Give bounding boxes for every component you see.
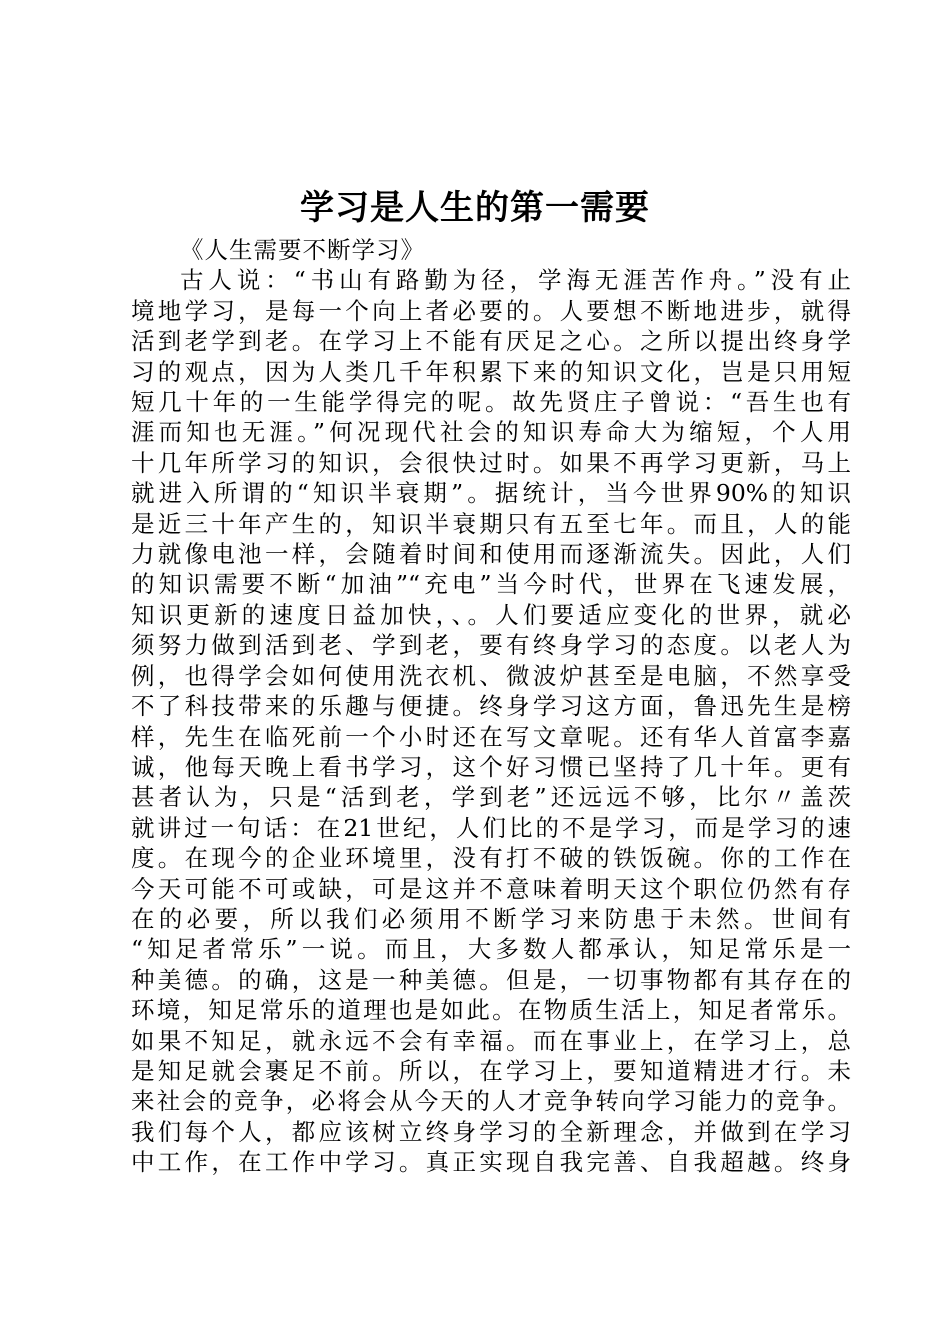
- document-body: [131, 235, 851, 1178]
- text-line: 今天可能不可或缺，可是这并不意味着明天这个职位仍然有存: [131, 874, 851, 903]
- text-line: 例，也得学会如何使用洗衣机、微波炉甚至是电脑，不然享受: [131, 661, 851, 690]
- text-line: 短几十年的一生能学得完的呢。故先贤庄子曾说：“吾生也有: [131, 388, 851, 417]
- text-line: “知足者常乐”一说。而且，大多数人都承认，知足常乐是一: [131, 935, 851, 964]
- paragraph: [131, 265, 851, 1177]
- text-line: 就讲过一句话：在21世纪，人们比的不是学习，而是学习的速: [131, 813, 851, 842]
- text-line: 力就像电池一样，会随着时间和使用而逐渐流失。因此，人们: [131, 540, 851, 569]
- text-line: 种美德。的确，这是一种美德。但是，一切事物都有其存在的: [131, 965, 851, 994]
- text-line: 是知足就会裹足不前。所以，在学习上，要知道精进才行。未: [131, 1056, 851, 1085]
- text-line: 甚者认为，只是“活到老，学到老”还远远不够，比尔〃盖茨: [131, 783, 851, 812]
- text-line: 涯而知也无涯。”何况现代社会的知识寿命大为缩短，个人用: [131, 418, 851, 447]
- text-line: 环境，知足常乐的道理也是如此。在物质生活上，知足者常乐。: [131, 996, 851, 1025]
- text-line: 须努力做到活到老、学到老，要有终身学习的态度。以老人为: [131, 631, 851, 660]
- text-line: 习的观点，因为人类几千年积累下来的知识文化，岂是只用短: [131, 357, 851, 386]
- text-line: 古人说：“书山有路勤为径，学海无涯苦作舟。”没有止: [180, 266, 851, 295]
- text-line: 就进入所谓的“知识半衰期”。据统计，当今世界90%的知识: [131, 479, 851, 508]
- text-line: 的知识需要不断“加油”“充电”当今时代，世界在飞速发展，: [131, 570, 851, 599]
- text-line: 我们每个人，都应该树立终身学习的全新理念，并做到在学习: [131, 1117, 851, 1146]
- text-line: 来社会的竞争，必将会从今天的人才竞争转向学习能力的竞争。: [131, 1087, 851, 1116]
- text-line: 知识更新的速度日益加快，、。人们要适应变化的世界，就必: [131, 600, 851, 629]
- text-line: 中工作，在工作中学习。真正实现自我完善、自我超越。终身: [131, 1148, 851, 1177]
- text-line: 是近三十年产生的，知识半衰期只有五至七年。而且，人的能: [131, 509, 851, 538]
- text-line: 十几年所学习的知识，会很快过时。如果不再学习更新，马上: [131, 448, 851, 477]
- text-line: 诚，他每天晚上看书学习，这个好习惯已坚持了几十年。更有: [131, 752, 851, 781]
- subheading: 《人生需要不断学习》: [180, 236, 425, 264]
- text-line: 如果不知足，就永远不会有幸福。而在事业上，在学习上，总: [131, 1026, 851, 1055]
- text-line: 不了科技带来的乐趣与便捷。终身学习这方面，鲁迅先生是榜: [131, 692, 851, 721]
- text-line: 度。在现今的企业环境里，没有打不破的铁饭碗。你的工作在: [131, 844, 851, 873]
- text-line: 活到老学到老。在学习上不能有厌足之心。之所以提出终身学: [131, 327, 851, 356]
- text-line: 在的必要，所以我们必须用不断学习来防患于未然。世间有: [131, 904, 851, 933]
- text-line: 境地学习，是每一个向上者必要的。人要想不断地进步，就得: [131, 296, 851, 325]
- text-line: 样，先生在临死前一个小时还在写文章呢。还有华人首富李嘉: [131, 722, 851, 751]
- document-title: 学习是人生的第一需要: [300, 188, 650, 228]
